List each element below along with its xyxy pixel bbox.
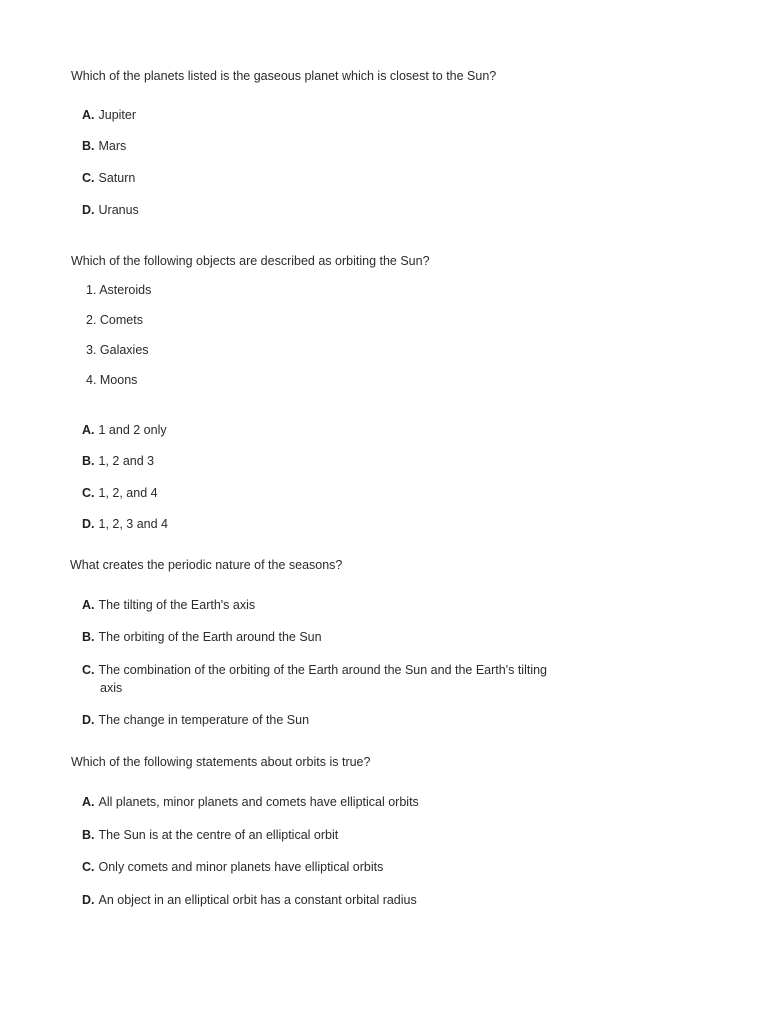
option-text: Mars xyxy=(98,139,127,153)
option-text: Only comets and minor planets have elliptical orbits xyxy=(98,860,384,874)
q3-option-c-continuation: axis xyxy=(100,681,123,695)
q3-option-a[interactable] xyxy=(82,596,255,614)
option-letter: D. xyxy=(82,517,95,531)
q4-option-b[interactable] xyxy=(82,826,338,844)
option-text: 1, 2 and 3 xyxy=(98,454,155,468)
option-letter: A. xyxy=(82,108,95,122)
q1-option-d[interactable] xyxy=(82,201,139,219)
option-letter: C. xyxy=(82,486,95,500)
q2-option-c[interactable] xyxy=(82,484,158,502)
question-1-text: Which of the planets listed is the gaseous planet which is closest to the Sun? xyxy=(71,69,497,83)
q3-option-b[interactable] xyxy=(82,628,322,646)
option-letter: B. xyxy=(82,139,95,153)
option-text: 1, 2, and 4 xyxy=(98,486,158,500)
option-text: The Sun is at the centre of an elliptical orbit xyxy=(98,828,339,842)
q4-option-d[interactable] xyxy=(82,891,417,909)
q4-option-c[interactable] xyxy=(82,858,383,876)
q1-option-a[interactable] xyxy=(82,106,136,124)
option-letter: D. xyxy=(82,893,95,907)
option-letter: B. xyxy=(82,828,95,842)
option-letter: B. xyxy=(82,454,95,468)
q3-option-c[interactable] xyxy=(82,661,547,679)
option-text: Jupiter xyxy=(98,108,137,122)
option-letter: A. xyxy=(82,598,95,612)
option-text: 1 and 2 only xyxy=(98,423,167,437)
option-letter: C. xyxy=(82,860,95,874)
q3-option-d[interactable] xyxy=(82,711,309,729)
q2-option-b[interactable] xyxy=(82,452,154,470)
q2-option-a[interactable] xyxy=(82,421,167,439)
option-text: The combination of the orbiting of the Earth around the Sun and the Earth's tilting xyxy=(98,663,548,677)
option-text: The tilting of the Earth's axis xyxy=(98,598,256,612)
option-text: An object in an elliptical orbit has a constant orbital radius xyxy=(98,893,417,907)
q2-option-d[interactable] xyxy=(82,515,168,533)
option-letter: C. xyxy=(82,171,95,185)
q2-list-item-4: 4. Moons xyxy=(86,373,138,387)
option-letter: A. xyxy=(82,423,95,437)
q1-option-c[interactable] xyxy=(82,169,135,187)
q1-option-b[interactable] xyxy=(82,137,126,155)
option-letter: C. xyxy=(82,663,95,677)
q4-option-a[interactable] xyxy=(82,793,419,811)
option-text: Uranus xyxy=(98,203,139,217)
question-3-text: What creates the periodic nature of the seasons? xyxy=(70,558,343,572)
option-text: The change in temperature of the Sun xyxy=(98,713,310,727)
option-letter: D. xyxy=(82,203,95,217)
q2-list-item-3: 3. Galaxies xyxy=(86,343,149,357)
option-letter: D. xyxy=(82,713,95,727)
option-text: All planets, minor planets and comets have elliptical orbits xyxy=(98,795,419,809)
option-text: Saturn xyxy=(98,171,136,185)
option-text: The orbiting of the Earth around the Sun xyxy=(98,630,322,644)
q2-list-item-1: 1. Asteroids xyxy=(86,283,152,297)
option-letter: B. xyxy=(82,630,95,644)
question-4-text: Which of the following statements about orbits is true? xyxy=(71,755,371,769)
option-text: 1, 2, 3 and 4 xyxy=(98,517,169,531)
question-2-text: Which of the following objects are described as orbiting the Sun? xyxy=(71,254,430,268)
q2-list-item-2: 2. Comets xyxy=(86,313,143,327)
option-letter: A. xyxy=(82,795,95,809)
